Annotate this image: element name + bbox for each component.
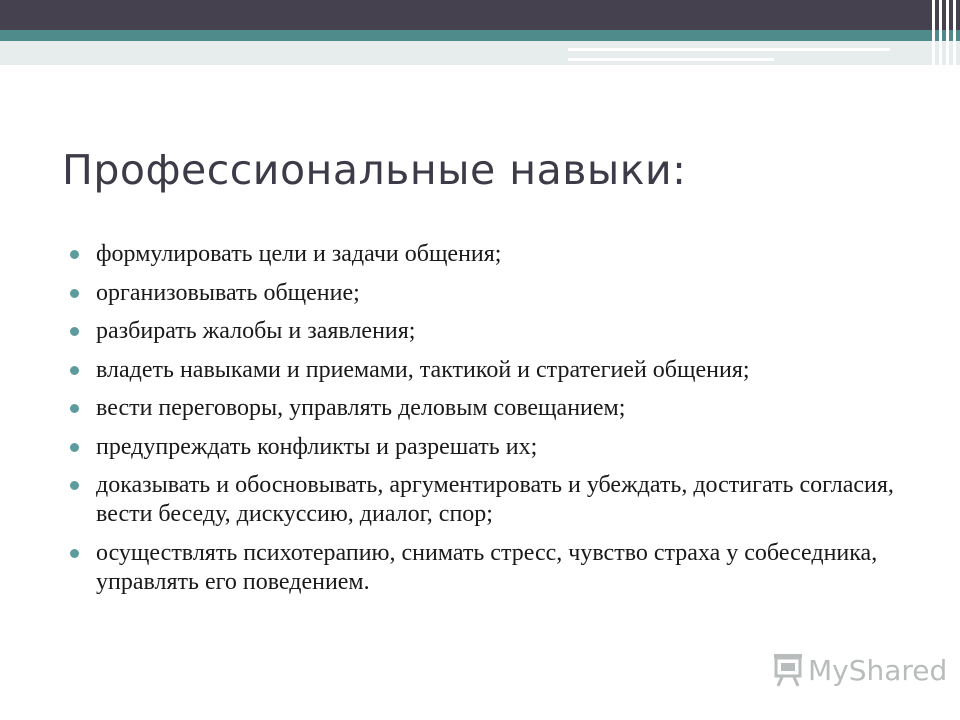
bullet-icon bbox=[70, 404, 79, 413]
list-item bbox=[70, 317, 920, 346]
header-accent-line bbox=[568, 58, 774, 61]
bullet-icon bbox=[70, 549, 79, 558]
list-item bbox=[70, 279, 920, 308]
list-item bbox=[70, 539, 920, 597]
bullet-icon bbox=[70, 327, 79, 336]
list-item bbox=[70, 394, 920, 423]
list-item-text: разбирать жалобы и заявления; bbox=[96, 318, 416, 344]
list-item-text: доказывать и обосновывать, аргументировать и убеждать, достигать согласия, вести беседу, дискуссию, диалог, спор; bbox=[96, 472, 894, 527]
list-item bbox=[70, 471, 920, 529]
bullet-icon bbox=[70, 366, 79, 375]
list-item-text: вести переговоры, управлять деловым совещанием; bbox=[96, 395, 626, 421]
list-item bbox=[70, 240, 920, 269]
bullet-list bbox=[70, 240, 920, 606]
list-item-text: организовывать общение; bbox=[96, 279, 360, 306]
header-band-light bbox=[0, 41, 960, 65]
list-item-text: осуществлять психотерапию, снимать стресс, чувство страха у собеседника, управлять его поведением. bbox=[96, 539, 878, 595]
watermark-logo-text: MyShared bbox=[808, 654, 948, 687]
list-item-text: предупреждать конфликты и разрешать их; bbox=[96, 433, 538, 460]
bullet-icon bbox=[70, 481, 79, 490]
list-item-text: формулировать цели и задачи общения; bbox=[96, 241, 502, 267]
header-band-teal bbox=[0, 30, 960, 41]
list-item bbox=[70, 356, 920, 385]
slide-title: Профессиональные навыки: bbox=[62, 146, 687, 194]
list-item-text: владеть навыками и приемами, тактикой и стратегией общения; bbox=[96, 356, 750, 383]
header-accent-line bbox=[568, 48, 890, 51]
bullet-icon bbox=[70, 443, 79, 452]
list-item bbox=[70, 433, 920, 462]
header-corner-lines bbox=[930, 0, 960, 65]
bullet-icon bbox=[70, 289, 79, 298]
bullet-icon bbox=[70, 250, 79, 259]
header-band-dark bbox=[0, 0, 960, 30]
